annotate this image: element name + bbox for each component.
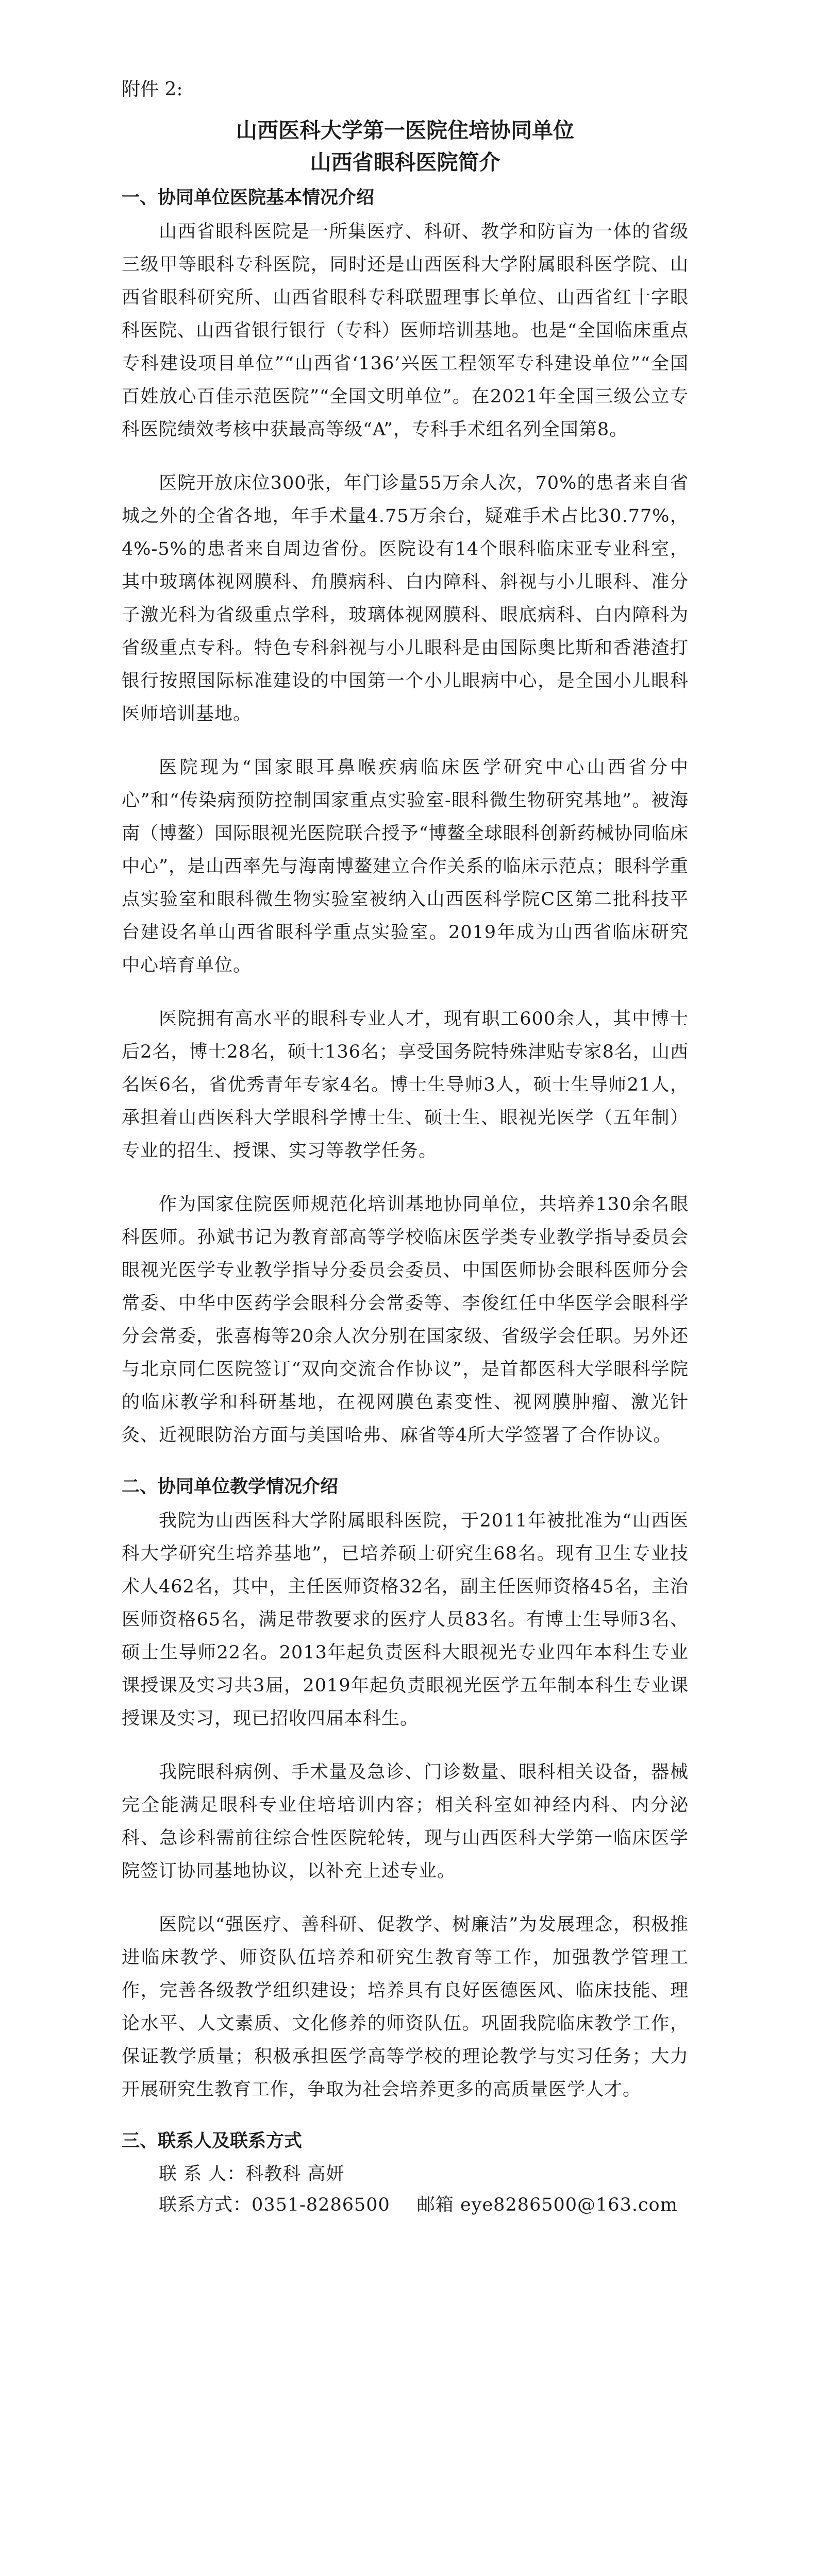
paragraph: 医院以“强医疗、善科研、促教学、树廉洁”为发展理念，积极推进临床教学、师资队伍培养和研究生教育等工作，加强教学管理工作，完善各级教学组织建设；培养具有良好医德医风、临床技能、理论水平、人文素质、文化修养的师资队伍。巩固我院临床教学工作，保证教学质量；积极承担医学高等学校的理论教学与实习任务；大力开展研究生教育工作，争取为社会培养更多的高质量医学人才。 — [122, 1914, 689, 2100]
section-teaching-overview — [122, 1472, 689, 2106]
document-title-line-2: 山西省眼科医院简介 — [310, 150, 500, 175]
contact-method-line — [122, 2190, 689, 2221]
paragraph: 医院拥有高水平的眼科专业人才，现有职工600余人，其中博士后2名，博士28名，硕士136名；享受国务院特殊津贴专家8名，山西名医6名，省优秀青年专家4名。博士生导师3人，硕士生导师21人，承担着山西医科大学眼科学博士生、硕士生、眼视光医学（五年制）专业的招生、授课、实习等教学任务。 — [122, 1009, 689, 1161]
section-heading: 一、协同单位医院基本情况介绍 — [122, 188, 375, 208]
section-hospital-overview — [122, 183, 689, 1452]
section-heading: 二、协同单位教学情况介绍 — [122, 1477, 339, 1497]
contact-method-label: 联系方式： — [159, 2195, 252, 2215]
section-contact — [122, 2127, 689, 2221]
paragraph: 山西省眼科医院是一所集医疗、科研、教学和防盲为一体的省级三级甲等眼科专科医院，同时还是山西医科大学附属眼科医学院、山西省眼科研究所、山西省眼科专科联盟理事长单位、山西省红十字眼科医院、山西省银行银行（专科）医师培训基地。也是“全国临床重点专科建设项目单位”“山西省‘136’兴医工程领军专科建设单位”“全国百姓放心百佳示范医院”“全国文明单位”。在2021年全国三级公立专科医院绩效考核中获最高等级“A”，专科手术组名列全国第8。 — [122, 222, 689, 440]
paragraph: 作为国家住院医师规范化培训基地协同单位，共培养130余名眼科医师。孙斌书记为教育部高等学校临床医学类专业教学指导委员会眼视光医学专业教学指导分委员会委员、中国医师协会眼科医师分会常委、中华中医药学会眼科分会常委等、李俊红任中华医学会眼科学分会常委，张喜梅等20余人次分别在国家级、省级学会任职。另外还与北京同仁医院签订“双向交流合作协议”，是首都医科大学眼科学院的临床教学和科研基地，在视网膜色素变性、视网膜肿瘤、激光针灸、近视眼防治方面与美国哈弗、麻省等4所大学签署了合作协议。 — [122, 1194, 689, 1446]
contact-email-label: 邮箱 — [416, 2195, 454, 2215]
paragraph: 我院为山西医科大学附属眼科医院，于2011年被批准为“山西医科大学研究生培养基地”，已培养硕士研究生68名。现有卫生专业技术人462名，其中，主任医师资格32名，副主任医师资格45名，主治医师资格65名，满足带教要求的医疗人员83名。有博士生导师3名、硕士生导师22名。2013年起负责医科大眼视光专业四年本科生专业课授课及实习共3届，2019年起负责眼视光医学五年制本科生专业课授课及实习，现已招收四届本科生。 — [122, 1511, 689, 1729]
contact-person-label: 联 系 人： — [159, 2164, 246, 2184]
contact-person-value: 科教科 高妍 — [245, 2164, 345, 2184]
contact-phone: 0351-8286500 — [252, 2195, 390, 2215]
paragraph: 医院开放床位300张，年门诊量55万余人次，70%的患者来自省城之外的全省各地，年手术量4.75万余台，疑难手术占比30.77%，4%-5%的患者来自周边省份。医院设有14个眼科临床亚专业科室，其中玻璃体视网膜科、角膜病科、白内障科、斜视与小儿眼科、准分子激光科为省级重点学科，玻璃体视网膜科、眼底病科、白内障科为省级重点专科。特色专科斜视与小儿眼科是由国际奥比斯和香港渣打银行按照国际标准建设的中国第一个小儿眼病中心，是全国小儿眼科医师培训基地。 — [122, 473, 689, 724]
contact-person-line — [122, 2159, 689, 2190]
section-heading: 三、联系人及联系方式 — [122, 2131, 303, 2151]
contact-email: eye8286500@163.com — [460, 2195, 678, 2215]
paragraph: 医院现为“国家眼耳鼻喉疾病临床医学研究中心山西省分中心”和“传染病预防控制国家重点实验室-眼科微生物研究基地”。被海南（博鳌）国际眼视光医院联合授予“博鳌全球眼科创新药械协同临床中心”，是山西率先与海南博鳌建立合作关系的临床示范点；眼科学重点实验室和眼科微生物实验室被纳入山西医科学院C区第二批科技平台建设名单山西省眼科学重点实验室。2019年成为山西省临床研究中心培育单位。 — [122, 757, 689, 976]
paragraph: 我院眼科病例、手术量及急诊、门诊数量、眼科相关设备，器械完全能满足眼科专业住培培训内容；相关科室如神经内科、内分泌科、急诊科需前往综合性医院轮转，现与山西医科大学第一临床医学院签订协同基地协议，以补充上述专业。 — [122, 1762, 689, 1882]
document-body — [122, 76, 689, 2221]
attachment-label: 附件 2: — [122, 79, 183, 100]
document-title-line-1: 山西医科大学第一医院住培协同单位 — [236, 118, 574, 143]
